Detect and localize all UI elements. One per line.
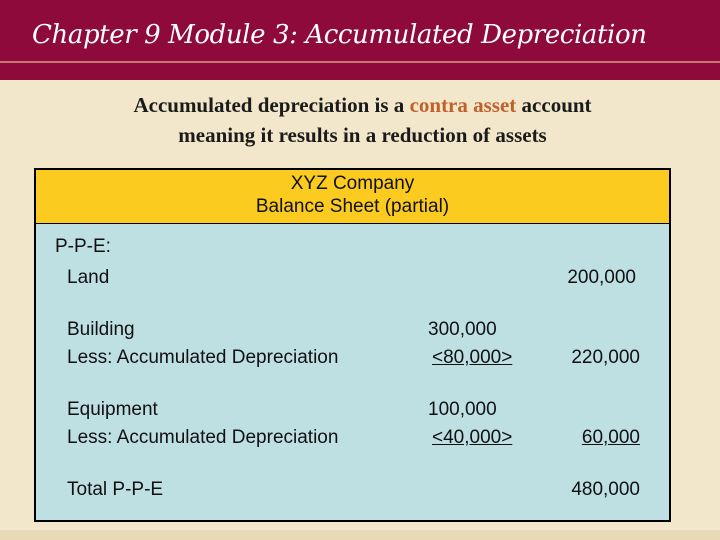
intro-line-1: [40, 90, 685, 120]
building-label: Building: [67, 319, 135, 340]
building-accum-value: <80,000>: [432, 347, 513, 368]
intro-line-1-pre: Accumulated depreciation is a: [133, 93, 410, 117]
sheet-subtitle: Balance Sheet (partial): [255, 196, 450, 217]
building-net: 220,000: [571, 347, 640, 368]
header-rule: [0, 61, 720, 63]
total-ppe-label: Total P-P-E: [67, 479, 164, 500]
slide-header: [0, 0, 720, 80]
equipment-accum-label: Less: Accumulated Depreciation: [67, 427, 339, 448]
building-accum-label: Less: Accumulated Depreciation: [67, 347, 339, 368]
intro-line-2: meaning it results in a reduction of assets: [178, 123, 547, 147]
bottom-band: [0, 530, 720, 540]
contra-asset-highlight: contra asset: [409, 93, 517, 117]
land-total: 200,000: [567, 267, 636, 288]
land-label: Land: [67, 267, 110, 288]
total-ppe-value: 480,000: [571, 479, 640, 500]
balance-sheet-header: [36, 170, 669, 224]
equipment-accum-value: <40,000>: [432, 427, 513, 448]
equipment-cost: 100,000: [428, 399, 497, 420]
company-name: XYZ Company: [290, 173, 415, 194]
balance-sheet-table: [34, 168, 671, 522]
ppe-section-label: P-P-E:: [55, 236, 111, 257]
equipment-label: Equipment: [67, 399, 158, 420]
equipment-net: 60,000: [581, 427, 640, 448]
slide-title: Chapter 9 Module 3: Accumulated Depreciation: [32, 20, 647, 50]
building-cost: 300,000: [428, 319, 497, 340]
intro-line-1-post: account: [516, 93, 592, 117]
intro-text: [40, 90, 685, 150]
